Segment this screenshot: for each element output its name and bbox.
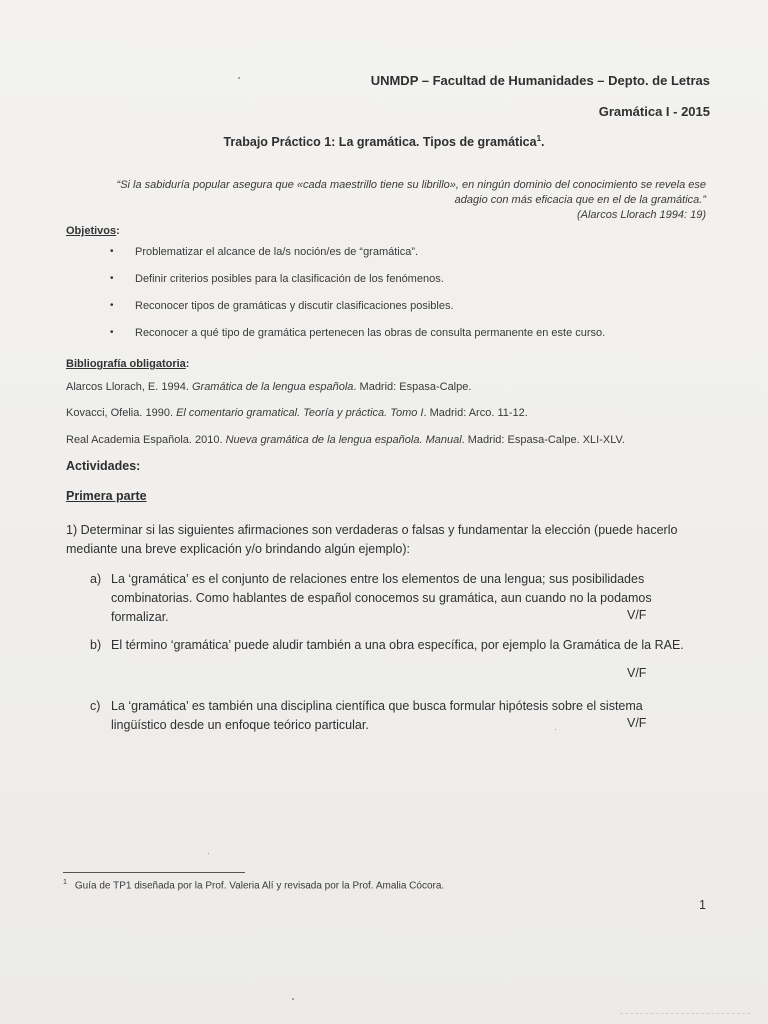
true-false-answer-a: V/F (627, 608, 647, 622)
scan-speck (208, 853, 209, 854)
objective-text: Reconocer a qué tipo de gramática pertenecen las obras de consulta permanente en este curso. (135, 327, 606, 339)
objective-item (110, 299, 605, 326)
epigraph-citation: (Alarcos Llorach 1994: 19) (576, 209, 706, 221)
activity-instruction: 1) Determinar si las siguientes afirmaciones son verdaderas o falsas y fundamentar la elección (puede hacerlo mediante una breve explicación y/o brindando algún ejemplo): (66, 523, 678, 556)
bib-rest: . Madrid: Arco. 11-12. (423, 407, 528, 419)
activities-heading: Actividades: (66, 459, 141, 473)
bib-author: Real Academia Española. 2010. (66, 434, 226, 446)
scan-speck (292, 998, 294, 1000)
footnote-mark: 1 (63, 879, 67, 886)
page-title: Trabajo Práctico 1: La gramática. Tipos de gramática$^1$. (223, 134, 545, 150)
epigraph (66, 178, 706, 223)
epigraph-line-2: adagio con más eficacia que en el de la gramática.” (454, 194, 706, 206)
bib-rest: . Madrid: Espasa-Calpe. (353, 381, 472, 393)
scan-speck (555, 729, 556, 730)
objective-item (110, 326, 605, 353)
statement-text: La ‘gramática’ es también una disciplina científica que busca formular hipótesis sobre el sistema lingüístico desde un enfoque teórico particular. (111, 699, 643, 732)
bibliography-label: Bibliografía obligatoria (66, 358, 186, 370)
bib-title: El comentario gramatical. Teoría y práctica. Tomo I (176, 407, 424, 419)
page-number: 1 (699, 898, 706, 912)
bibliography-entry (66, 407, 528, 419)
statement-text: El término ‘gramática’ puede aludir también a una obra específica, por ejemplo la Gramática de la RAE. (111, 638, 684, 652)
statement-letter: a) (90, 572, 102, 586)
objectives-colon: : (116, 225, 120, 237)
statement-letter: b) (90, 638, 102, 652)
footnote-divider (63, 872, 245, 873)
header-institution: UNMDP – Facultad de Humanidades – Depto. de Letras (370, 73, 710, 88)
objective-item (110, 272, 605, 299)
bib-rest: . Madrid: Espasa-Calpe. XLI-XLV. (461, 434, 625, 446)
part-one-heading: Primera parte (66, 489, 147, 503)
title-text: Trabajo Práctico 1: La gramática. Tipos de gramática (223, 135, 537, 150)
bullet-icon: • (110, 327, 114, 338)
scan-speck (238, 77, 240, 79)
bib-author: Alarcos Llorach, E. 1994. (66, 381, 192, 393)
bullet-icon: • (110, 273, 114, 284)
bullet-icon: • (110, 300, 114, 311)
bibliography-entry (66, 434, 625, 446)
objectives-list (110, 245, 605, 353)
footnote (63, 879, 444, 891)
title-footnote-mark: 1 (536, 134, 542, 143)
bibliography-colon: : (185, 358, 190, 370)
statement-b (90, 636, 710, 656)
objectives-heading (66, 221, 120, 239)
epigraph-line-1: “Si la sabiduría popular asegura que «cada maestrillo tiene su librillo», en ningún dominio del conocimiento se revela ese (116, 179, 706, 191)
bib-author: Kovacci, Ofelia. 1990. (66, 407, 177, 419)
bibliography-entry (66, 381, 471, 393)
objective-text: Definir criterios posibles para la clasificación de los fenómenos. (135, 273, 444, 285)
bib-title: Nueva gramática de la lengua española. Manual (225, 434, 462, 446)
objectives-label: Objetivos (66, 225, 117, 237)
objective-text: Problematizar el alcance de la/s noción/es de “gramática”. (135, 246, 419, 258)
header-course: Gramática I - 2015 (598, 104, 710, 119)
scan-edge-mark (620, 1013, 750, 1014)
true-false-answer-b: V/F (627, 666, 647, 680)
objective-text: Reconocer tipos de gramáticas y discutir clasificaciones posibles. (135, 300, 454, 312)
statement-a (90, 570, 710, 630)
statement-c (90, 697, 710, 737)
footnote-text: Guía de TP1 diseñada por la Prof. Valeria Alí y revisada por la Prof. Amalia Cócora. (74, 880, 445, 892)
bullet-icon: • (110, 246, 114, 257)
bibliography-heading (66, 354, 189, 372)
statement-letter: c) (90, 699, 101, 713)
bib-title: Gramática de la lengua española (191, 381, 354, 393)
true-false-answer-c: V/F (627, 716, 647, 730)
objective-item (110, 245, 605, 272)
statement-text: La ‘gramática’ es el conjunto de relaciones entre los elementos de una lengua; sus posibilidades combinatorias. Como hablantes de español conocemos su gramática, aun cuando no la podamos formalizar. (111, 572, 652, 624)
